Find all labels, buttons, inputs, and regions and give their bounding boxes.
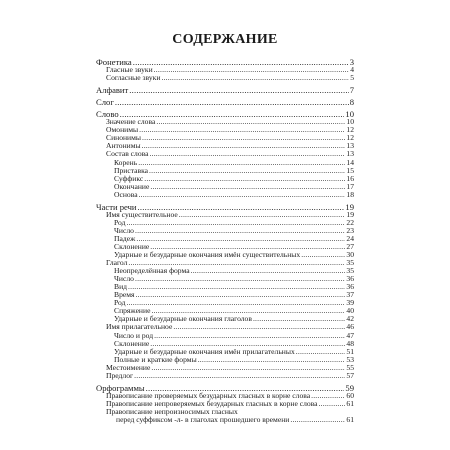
toc-entry-label: Синонимы: [106, 133, 142, 143]
toc-page-number: 14: [346, 157, 354, 167]
toc-leader-dots: [136, 291, 346, 299]
toc-leader-dots: [133, 58, 349, 66]
toc-entry-label: Род: [114, 298, 126, 308]
toc-entry[interactable]: [96, 251, 354, 259]
toc-entry-label: Вид: [114, 282, 127, 292]
toc-entry-label: Омонимы: [106, 125, 139, 135]
toc-leader-dots: [135, 275, 345, 283]
toc-page-number: 10: [346, 117, 354, 127]
toc-entry[interactable]: [96, 191, 354, 199]
toc-leader-dots: [139, 191, 346, 199]
toc-entry-continuation-label: перед суффиксом -л- в глаголах прошедшего времени: [116, 414, 290, 424]
toc-leader-dots: [191, 267, 346, 275]
toc-entry-label: Правописание непроверяемых безударных гласных в корне слова: [106, 398, 318, 408]
toc-list: [96, 58, 354, 424]
toc-leader-dots: [128, 283, 345, 291]
toc-page-number: 55: [346, 362, 354, 372]
toc-entry-label: Неопределённая форма: [114, 266, 190, 276]
toc-leader-dots: [150, 150, 346, 158]
toc-entry-label: Суффикс: [114, 173, 144, 183]
toc-page-number: 17: [346, 181, 354, 191]
toc-page-number: 27: [346, 241, 354, 251]
toc-entry-label: Основа: [114, 189, 138, 199]
toc-entry-label: Орфограммы: [96, 382, 145, 393]
toc-entry-label: Глагол: [106, 258, 128, 268]
toc-leader-dots: [290, 416, 345, 424]
toc-page-number: 36: [346, 282, 354, 292]
toc-page-number: 57: [346, 370, 354, 380]
toc-leader-dots: [156, 118, 345, 126]
toc-page-number: 7: [349, 85, 354, 96]
page-title: СОДЕРЖАНИЕ: [172, 32, 278, 47]
toc-entry-label: Ударные и безударные окончания глаголов: [114, 314, 252, 324]
toc-page-number: 12: [346, 125, 354, 135]
toc-page-number: 13: [346, 141, 354, 151]
toc-page-number: 60: [346, 390, 354, 400]
toc-entry[interactable]: [96, 74, 354, 82]
toc-page-number: 51: [346, 346, 354, 356]
toc-page-number: 18: [346, 189, 354, 199]
toc-entry-label: Ударные и безударные окончания имён существительных: [114, 250, 301, 260]
toc-leader-dots: [161, 74, 349, 82]
toc-leader-dots: [319, 400, 346, 408]
toc-entry-label: Состав слова: [106, 149, 149, 159]
toc-page-number: 35: [346, 266, 354, 276]
toc-entry-label: Время: [114, 290, 135, 300]
toc-leader-dots: [126, 299, 345, 307]
toc-entry-label: Алфавит: [96, 85, 129, 96]
toc-leader-dots: [115, 98, 349, 106]
toc-leader-dots: [150, 183, 345, 191]
toc-page-number: 42: [346, 314, 354, 324]
toc-page-number: 5: [350, 73, 354, 83]
toc-leader-dots: [134, 372, 345, 380]
toc-page-number: 36: [346, 274, 354, 284]
toc-entry[interactable]: [96, 372, 354, 380]
toc-entry-label: Имя существительное: [106, 209, 178, 219]
toc-page-number: 13: [346, 149, 354, 159]
toc-page-number: 12: [346, 133, 354, 143]
toc-entry-label: Число: [114, 274, 134, 284]
toc-entry[interactable]: [96, 211, 354, 219]
toc-page-number: 8: [349, 97, 354, 108]
toc-page-number: 48: [346, 338, 354, 348]
toc-entry[interactable]: [96, 219, 354, 227]
toc-entry-label: Приставка: [114, 165, 149, 175]
toc-entry-label: Число: [114, 225, 134, 235]
toc-leader-dots: [126, 219, 345, 227]
toc-entry-continuation[interactable]: [96, 416, 354, 424]
toc-leader-dots: [129, 86, 348, 94]
toc-leader-dots: [154, 332, 345, 340]
toc-page-number: 61: [346, 414, 354, 424]
toc-page-number: 39: [346, 298, 354, 308]
toc-page-number: 23: [346, 225, 354, 235]
toc-entry-label: Согласные звуки: [106, 73, 161, 83]
toc-page-number: 22: [346, 217, 354, 227]
toc-page-number: 35: [346, 258, 354, 268]
toc-leader-dots: [296, 348, 346, 356]
toc-entry[interactable]: [96, 291, 354, 299]
toc-leader-dots: [151, 364, 345, 372]
toc-leader-dots: [142, 134, 345, 142]
toc-page-number: 53: [346, 354, 354, 364]
toc-entry-label: Число и род: [114, 330, 154, 340]
toc-page-number: 24: [346, 233, 354, 243]
toc-leader-dots: [138, 159, 345, 167]
toc-entry-label: Имя прилагательное: [106, 322, 173, 332]
toc-entry[interactable]: [96, 98, 354, 106]
toc-page-number: 47: [346, 330, 354, 340]
toc-entry-label: Фонетика: [96, 57, 132, 67]
toc-entry-label: Правописание проверяемых безударных гласных в корне слова: [106, 390, 311, 400]
toc-leader-dots: [301, 251, 345, 259]
toc-leader-dots: [139, 126, 345, 134]
toc-leader-dots: [198, 356, 346, 364]
toc-entry-label: Род: [114, 217, 126, 227]
toc-entry-label: Склонение: [114, 338, 150, 348]
toc-entry-label: Склонение: [114, 241, 150, 251]
toc-entry-label: Части речи: [96, 201, 137, 212]
toc-leader-dots: [136, 235, 345, 243]
toc-entry-label: Слог: [96, 97, 114, 108]
toc-entry[interactable]: [96, 275, 354, 283]
toc-page-number: 19: [346, 209, 354, 219]
toc-leader-dots: [149, 167, 345, 175]
toc-page-number: 16: [346, 173, 354, 183]
toc-entry-label: Полные и краткие формы: [114, 354, 197, 364]
toc-page-number: 37: [346, 290, 354, 300]
toc-page-number: 61: [346, 398, 354, 408]
toc-entry-label: Падеж: [114, 233, 136, 243]
toc-entry[interactable]: [96, 267, 354, 275]
toc-entry-label: Окончание: [114, 181, 150, 191]
toc-entry-label: Антонимы: [106, 141, 141, 151]
toc-entry-label: Спряжение: [114, 306, 151, 316]
toc-entry-label: Слово: [96, 109, 119, 120]
toc-leader-dots: [154, 66, 350, 74]
toc-entry-label: Предлог: [106, 370, 134, 380]
toc-page-number: 59: [345, 382, 354, 393]
toc-leader-dots: [253, 315, 345, 323]
toc-leader-dots: [144, 175, 345, 183]
toc-entry-label: Значение слова: [106, 117, 156, 127]
toc-page-number: 15: [346, 165, 354, 175]
toc-entry-label: Местоимение: [106, 362, 151, 372]
toc-entry-label: Ударные и безударные окончания имён прилагательных: [114, 346, 295, 356]
toc-page-number: 10: [345, 109, 354, 120]
toc-page-number: 4: [350, 65, 354, 75]
toc-entry-label: Правописание непроизносимых гласных: [106, 406, 238, 416]
toc-entry[interactable]: [96, 86, 354, 94]
toc-entry[interactable]: [96, 364, 354, 372]
toc-entry-label: Корень: [114, 157, 138, 167]
toc-entry-label: Гласные звуки: [106, 65, 153, 75]
toc-page-number: 30: [346, 250, 354, 260]
toc-leader-dots: [173, 323, 345, 331]
toc-page-number: 3: [349, 57, 354, 67]
toc-page-number: 46: [346, 322, 354, 332]
toc-page-number: 40: [346, 306, 354, 316]
toc-leader-dots: [142, 142, 346, 150]
toc-leader-dots: [135, 227, 345, 235]
toc-page-number: 19: [345, 201, 354, 212]
toc-leader-dots: [179, 211, 346, 219]
